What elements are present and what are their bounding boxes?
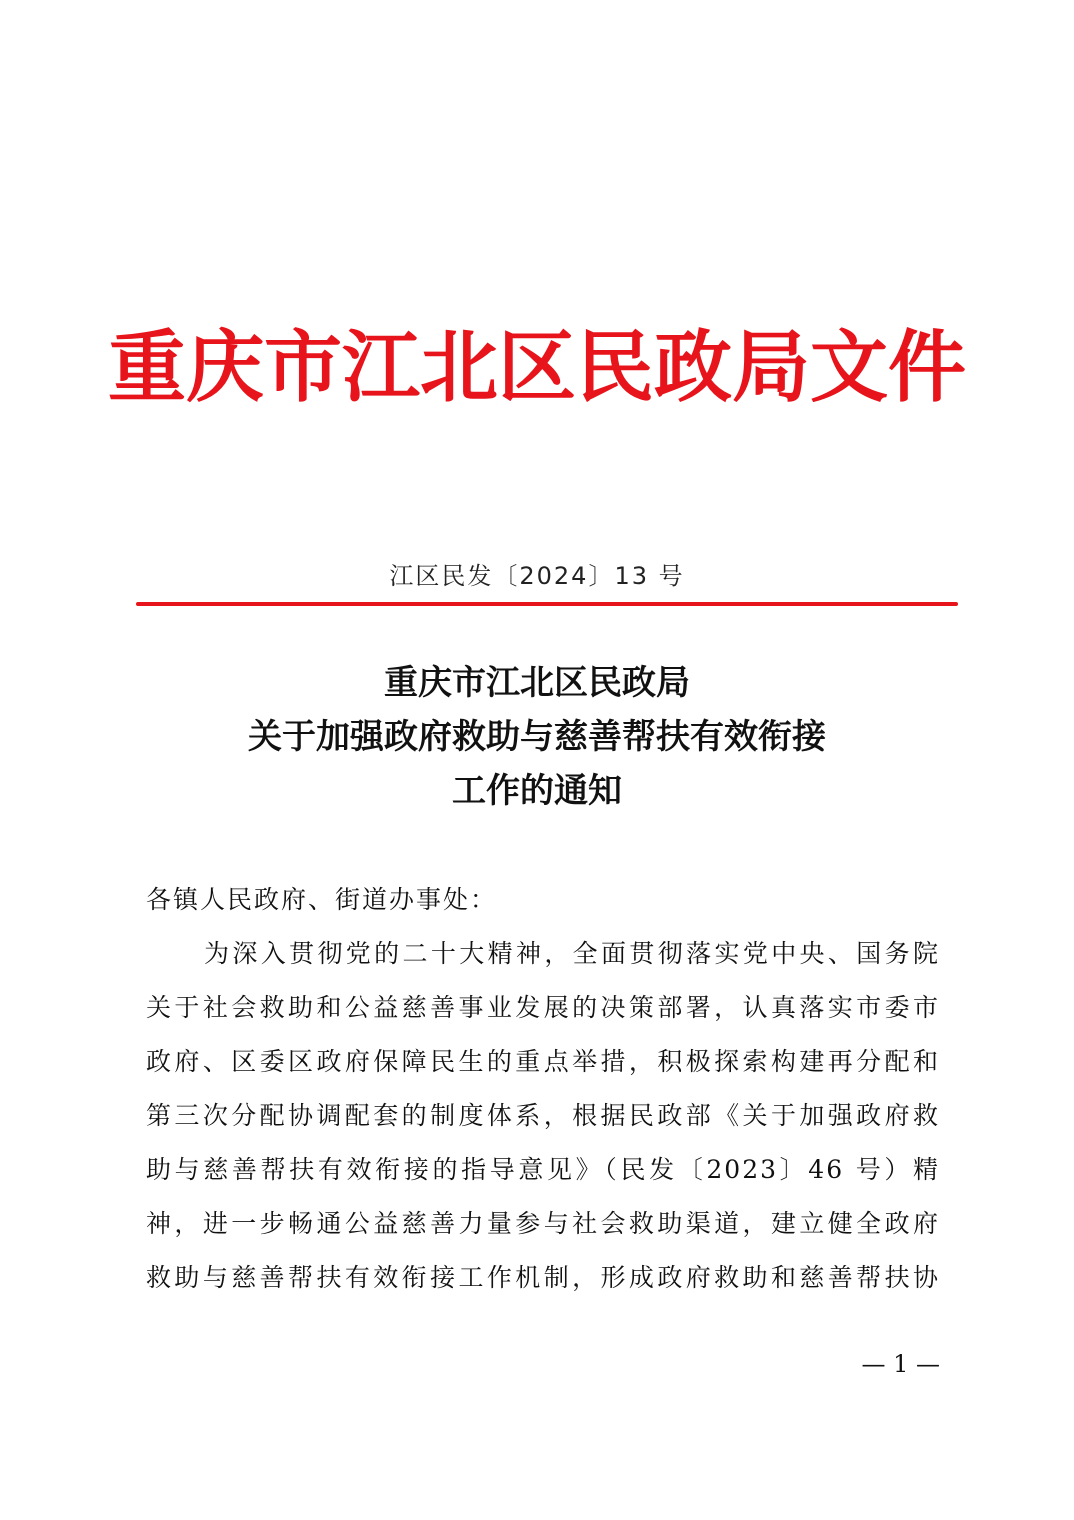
document-title <box>0 656 1074 818</box>
body-line: 助与慈善帮扶有效衔接的指导意见》（民发〔2023〕46 号）精 <box>146 1155 940 1184</box>
body-line: 为深入贯彻党的二十大精神，全面贯彻落实党中央、国务院 <box>204 939 940 968</box>
body-line: 关于社会救助和公益慈善事业发展的决策部署，认真落实市委市 <box>146 993 940 1022</box>
masthead-title: 重庆市江北区民政局文件 <box>107 322 966 413</box>
body-line: 救助与慈善帮扶有效衔接工作机制，形成政府救助和慈善帮扶协 <box>146 1263 940 1292</box>
body-line: 第三次分配协调配套的制度体系，根据民政部《关于加强政府救 <box>146 1101 940 1130</box>
title-line-1: 重庆市江北区民政局 <box>384 663 690 703</box>
body-line: 神，进一步畅通公益慈善力量参与社会救助渠道，建立健全政府 <box>146 1209 940 1238</box>
title-line-2: 关于加强政府救助与慈善帮扶有效衔接 <box>248 717 826 757</box>
addressee-line: 各镇人民政府、街道办事处： <box>146 885 498 914</box>
body-paragraph <box>146 934 940 1312</box>
red-divider-line <box>136 602 958 606</box>
page-number: — 1 — <box>861 1350 940 1378</box>
document-number: 江区民发〔2024〕13 号 <box>389 562 685 590</box>
body-line: 政府、区委区政府保障民生的重点举措，积极探索构建再分配和 <box>146 1047 940 1076</box>
title-line-3: 工作的通知 <box>452 771 622 811</box>
